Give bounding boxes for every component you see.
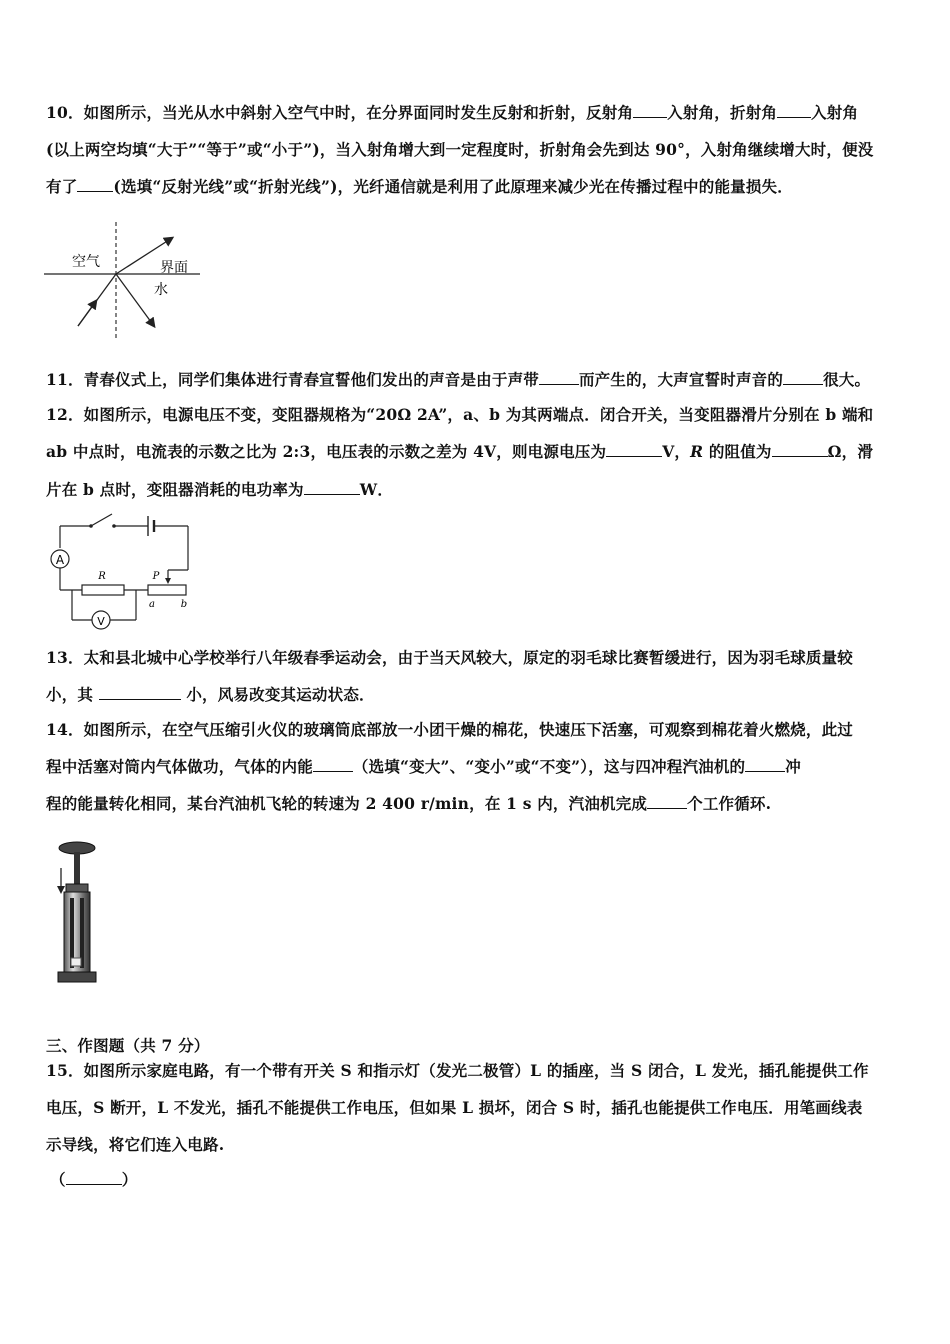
q15-line-2: 电压，S 断开，L 不发光，插孔不能提供工作电压，但如果 L 损坏，闭合 S 时，插孔也能提供工作电压．用笔画线表: [46, 1098, 863, 1117]
svg-text:b: b: [180, 599, 188, 610]
q10-line-3: 有了 (选填“反射光线”或“折射光线”)，光纤通信就是利用了此原理来减少光在传播过程中的能量损失．: [46, 177, 793, 196]
q11-blank-1[interactable]: [539, 370, 579, 385]
svg-text:A: A: [55, 553, 65, 567]
q12-line-2: ab 中点时，电流表的示数之比为 2:3，电压表的示数之差为 4V，则电源电压为 V，R 的阻值为 Ω，滑: [46, 442, 874, 461]
q13-line-1: 13．太和县北城中心学校举行八年级春季运动会，由于当天风较大，原定的羽毛球比赛暂缓进行，因为羽毛球质量较: [46, 648, 853, 667]
switch: [91, 514, 112, 526]
piston-rod: [74, 852, 80, 886]
q15-line-3: 示导线，将它们连入电路.: [46, 1135, 225, 1154]
water-label: 水: [154, 282, 168, 298]
q14-line-1: 14．如图所示，在空气压缩引火仪的玻璃筒底部放一小团干燥的棉花，快速压下活塞，可观察到棉花着火燃烧，此过: [46, 720, 853, 739]
resistor: [82, 585, 124, 595]
q14-blank-stroke[interactable]: [745, 757, 785, 772]
q12-line-1: 12．如图所示，电源电压不变，变阻器规格为“20Ω 2A”，a、b 为其两端点．闭合开关，当变阻器滑片分别在 b 端和: [46, 405, 874, 424]
q15-answer: （ ）: [50, 1170, 138, 1189]
q15-answer-blank[interactable]: [66, 1170, 122, 1185]
svg-text:R: R: [98, 571, 106, 582]
q15-line-1: 15．如图所示家庭电路，有一个带有开关 S 和指示灯（发光二极管）L 的插座，当 S 闭合，L 发光，插孔能提供工作: [46, 1061, 869, 1080]
q10-blank-refraction[interactable]: [777, 103, 811, 118]
svg-text:P: P: [152, 571, 160, 582]
q14-line-2: 程中活塞对筒内气体做功，气体的内能 （选填“变大”、“变小”或“不变”），这与四冲程汽油机的 冲: [46, 757, 801, 776]
section-3-title: 三、作图题（共 7 分）: [46, 1036, 210, 1055]
rheostat: [148, 585, 186, 595]
q12-blank-resistance[interactable]: [772, 442, 828, 457]
q10-line-2: (以上两空均填“大于”“等于”或“小于”)，当入射角增大到一定程度时，折射角会先到达 90°，入射角继续增大时，便没: [46, 140, 874, 159]
base: [58, 972, 96, 982]
slider-arrow: [165, 578, 171, 584]
q10-refraction-figure: [40, 220, 210, 342]
q14-fire-syringe-figure: [52, 840, 112, 992]
q13-blank[interactable]: [99, 685, 181, 700]
q14-blank-cycles[interactable]: [647, 794, 687, 809]
svg-text:a: a: [149, 599, 155, 610]
q11-line-1: 11．青春仪式上，同学们集体进行青春宣誓他们发出的声音是由于声带 而产生的，大声宣誓时声音的 很大。: [46, 370, 871, 389]
svg-text:V: V: [97, 615, 105, 628]
q14-line-3: 程的能量转化相同，某台汽油机飞轮的转速为 2 400 r/min，在 1 s 内，汽油机完成 个工作循环.: [46, 794, 772, 813]
q12-line-3: 片在 b 点时，变阻器消耗的电功率为 W．: [46, 480, 394, 499]
air-label: 空气: [72, 254, 100, 270]
q13-line-2: 小，其 小，风易改变其运动状态．: [46, 685, 375, 704]
q10-blank-reflection[interactable]: [633, 103, 667, 118]
cotton: [71, 958, 81, 966]
q10-line-1: 10．如图所示，当光从水中斜射入空气中时，在分界面同时发生反射和折射，反射角 入射角，折射角 入射角: [46, 103, 859, 122]
interface-label: 界面: [160, 260, 188, 276]
q12-blank-power[interactable]: [304, 480, 360, 495]
q10-blank-ray[interactable]: [77, 177, 113, 192]
q12-circuit-figure: [44, 508, 204, 632]
reflected-ray: [116, 274, 154, 326]
q14-blank-energy[interactable]: [313, 757, 353, 772]
q11-blank-2[interactable]: [783, 370, 823, 385]
q12-blank-voltage[interactable]: [606, 442, 662, 457]
